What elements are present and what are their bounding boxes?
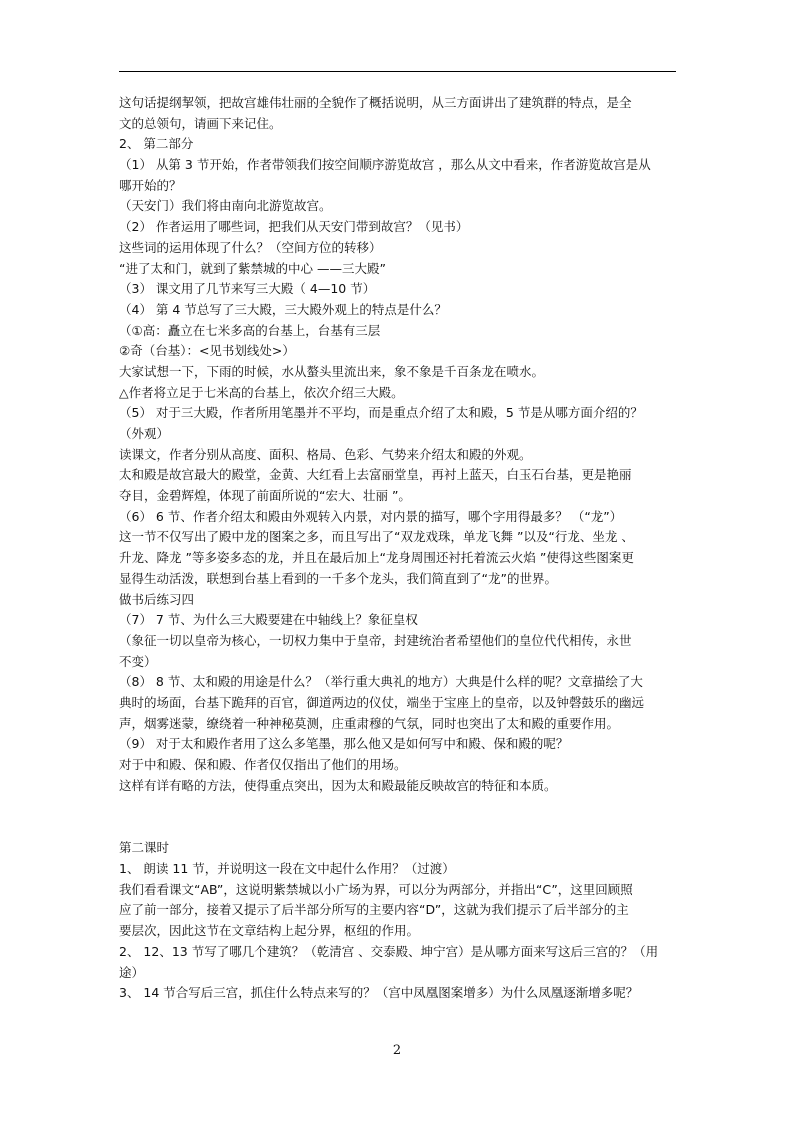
text-line: 太和殿是故宫最大的殿堂，金黄、大红看上去富丽堂皇，再衬上蓝天，白玉石台基，更是艳丽 (119, 467, 632, 483)
text-line: 我们看看课文“AB”，这说明紫禁城以小广场为界，可以分为两部分，并指出“C”，这里回顾照 (119, 881, 633, 897)
text-line: （6） 6 节、作者介绍太和殿由外观转入内景，对内景的描写，哪个字用得最多？ （“龙”） (119, 508, 623, 524)
text-line: （8） 8 节、太和殿的用途是什么？（举行重大典礼的地方）大典是什么样的呢？文章描绘了大 (119, 674, 643, 690)
text-line: （天安门）我们将由南向北游览故宫。 (119, 198, 332, 214)
text-line: （3） 课文用了几节来写三大殿（ 4—10 节） (119, 281, 376, 297)
text-line: 不变） (119, 653, 157, 669)
text-line: 3、 14 节合写后三宫，抓住什么特点来写的？（宫中凤凰图案增多）为什么凤凰逐渐增多呢？ (119, 985, 639, 1001)
text-line: （5） 对于三大殿，作者所用笔墨并不平均，而是重点介绍了太和殿，5 节是从哪方面介绍的？ (119, 405, 643, 421)
text-line: （①高：矗立在七米多高的台基上，台基有三层 (119, 322, 381, 338)
text-line: 这些词的运用体现了什么？（空间方位的转移） (119, 239, 382, 255)
text-line: 升龙、降龙 ”等多姿多态的龙，并且在最后加上“龙身周围还衬托着流云火焰 ”使得这些图案更 (119, 550, 634, 566)
text-line: 哪开始的？ (119, 177, 182, 193)
text-line: 夺目，金碧辉煌，体现了前面所说的“宏大、壮丽 ”。 (119, 488, 411, 504)
text-line: 2、 12、13 节写了哪几个建筑？（乾清宫 、交泰殿、坤宁宫）是从哪方面来写这后三宫的？（用 (119, 943, 659, 959)
text-line: “进了太和门，就到了紫禁城的中心 ——三大殿” (119, 260, 386, 276)
text-line: （2） 作者运用了哪些词，把我们从天安门带到故宫？（见书） (119, 219, 469, 235)
text-line: （外观） (119, 426, 170, 441)
text-line: 这句话提纲挈领，把故宫雄伟壮丽的全貌作了概括说明，从三方面讲出了建筑群的特点，是全 (119, 95, 632, 110)
text-line: 大家试想一下，下雨的时候，水从螯头里流出来，象不象是千百条龙在喷水。 (119, 363, 545, 379)
text-line: △作者将立足于七米高的台基上，依次介绍三大殿。 (119, 384, 404, 400)
text-line: 1、 朗读 11 节，并说明这一段在文中起什么作用？（过渡） (119, 861, 455, 877)
header-rule (119, 71, 676, 72)
text-line: 声，烟雾迷蒙，缭绕着一种神秘莫测，庄重肃穆的气氛，同时也突出了太和殿的重要作用。 (119, 715, 620, 731)
text-line: 这样有详有略的方法，使得重点突出，因为太和殿最能反映故宫的特征和本质。 (119, 777, 557, 793)
text-line: ②奇（台基）：<见书划线处>） (119, 343, 295, 359)
text-line: （4） 第 4 节总写了三大殿，三大殿外观上的特点是什么？ (119, 301, 447, 317)
text-line: 做书后练习四 (119, 591, 195, 607)
text-line: 显得生动活泼，联想到台基上看到的一千多个龙头，我们简直到了“龙”的世界。 (119, 570, 557, 586)
text-line: 要层次，因此这节在文章结构上起分界，枢纽的作用。 (119, 923, 420, 939)
text-line: 典时的场面，台基下跪拜的百官，御道两边的仪仗，端坐于宝座上的皇帝，以及钟磬鼓乐的幽远 (119, 694, 645, 710)
text-line: 文的总领句，请画下来记住。 (119, 115, 282, 131)
text-line: （7） 7 节、为什么三大殿要建在中轴线上？象征皇权 (119, 612, 418, 628)
text-line: 第二课时 (119, 840, 170, 856)
text-line: （9） 对于太和殿作者用了这么多笔墨，那么他又是如何写中和殿、保和殿的呢？ (119, 736, 569, 752)
text-line: 途） (119, 964, 145, 980)
text-line: （象征一切以皇帝为核心，一切权力集中于皇帝，封建统治者希望他们的皇位代代相传，永世 (119, 632, 632, 648)
text-line: 2、 第二部分 (119, 136, 194, 152)
text-line: （1） 从第 3 节开始，作者带领我们按空间顺序游览故宫 ，那么从文中看来，作者游览故宫是从 (119, 157, 651, 173)
page-number: 2 (392, 1043, 402, 1058)
text-line: 对于中和殿、保和殿、作者仅仅指出了他们的用场。 (119, 757, 407, 772)
text-line: 读课文，作者分别从高度、面积、格局、色彩、气势来介绍太和殿的外观。 (119, 446, 532, 462)
text-line: 应了前一部分，接着又提示了后半部分所写的主要内容“D”，这就为我们提示了后半部分的主 (119, 902, 629, 918)
document-body (119, 93, 684, 1004)
text-line: 这一节不仅写出了殿中龙的图案之多，而且写出了“双龙戏珠，单龙飞舞 ”以及“行龙、坐龙 、 (119, 529, 634, 545)
section-gap (119, 796, 684, 838)
